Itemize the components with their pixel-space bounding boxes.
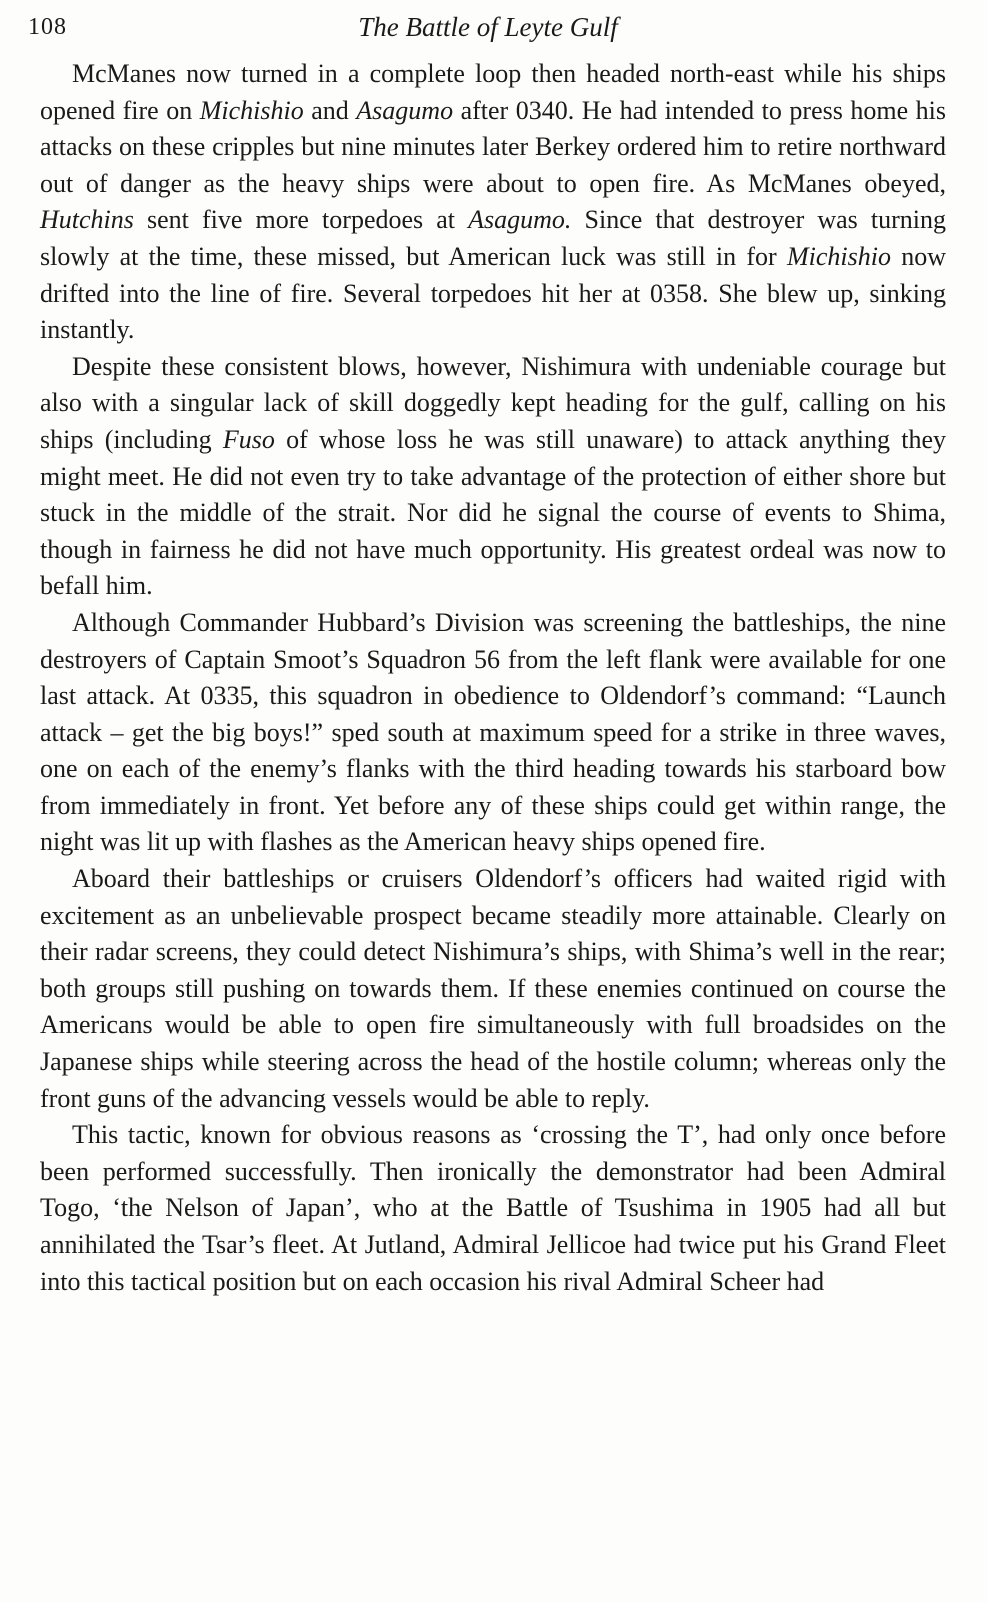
paragraph-2 — [40, 349, 946, 605]
text-run: and — [303, 95, 357, 125]
italic-run: Michishio — [199, 95, 304, 125]
text-run: McManes now turned in a complete loop then headed north-east while his ships opened fire on — [40, 59, 946, 125]
paragraph-4 — [40, 861, 946, 1117]
running-title: The Battle of Leyte Gulf — [358, 12, 618, 42]
italic-run: Michishio — [786, 241, 891, 271]
text-run: Despite these consistent blows, however, Nishimura with undeniable courage but also with a singular lack of skill doggedly kept heading for the gulf, calling on his ships (including — [40, 351, 946, 454]
page-number: 108 — [28, 14, 67, 40]
body-text — [40, 56, 946, 1300]
text-run: after 0340. He had intended to press home his attacks on these cripples but nine minutes later Berkey ordered him to retire northward out of danger as the heavy ships were about to open fire. As McManes obeyed, — [40, 95, 946, 198]
text-run: This tactic, known for obvious reasons as ‘crossing the T’, had only once before been performed successfully. Then ironically the demonstrator had been Admiral Togo, ‘the Nelson of Japan’, who at the Battle of Tsushima in 1905 had all but annihilated the Tsar’s fleet. At Jutland, Admiral Jellicoe had twice put his Grand Fleet into this tactical position but on each occasion his rival Admiral Scheer had — [40, 1120, 946, 1296]
paragraph-3 — [40, 605, 946, 861]
italic-run: Asagumo. — [468, 205, 572, 235]
paragraph-5 — [40, 1117, 946, 1300]
text-run: Although Commander Hubbard’s Division was screening the battleships, the nine destroyers of Captain Smoot’s Squadron 56 from the left flank were available for one last attack. At 0335, this squadron in obedience to Oldendorf’s command: “Launch attack – get the big boys!” sped south at maximum speed for a strike in three waves, one on each of the enemy’s flanks with the third heading towards his starboard bow from immediately in front. Yet before any of these ships could get within range, the night was lit up with flashes as the American heavy ships opened fire. — [40, 607, 946, 857]
italic-run: Fuso — [222, 424, 275, 454]
text-run: Since that destroyer was turning slowly at the time, these missed, but American luck was still in for — [40, 205, 946, 271]
running-head — [28, 10, 948, 44]
paragraph-1 — [40, 56, 946, 349]
text-run: of whose loss he was still unaware) to attack anything they might meet. He did not even try to take advantage of the protection of either shore but stuck in the middle of the strait. Nor did he signal the course of events to Shima, though in fairness he did not have much opportunity. His greatest ordeal was now to befall him. — [40, 424, 946, 601]
text-run: now drifted into the line of fire. Several torpedoes hit her at 0358. She blew up, sinking instantly. — [40, 241, 946, 345]
italic-run: Hutchins — [40, 205, 134, 235]
italic-run: Asagumo — [356, 95, 454, 125]
text-run: Aboard their battleships or cruisers Oldendorf’s officers had waited rigid with excitement as an unbelievable prospect became steadily more attainable. Clearly on their radar screens, they could detect Nishimura’s ships, with Shima’s well in the rear; both groups still pushing on towards them. If these enemies continued on course the Americans would be able to open fire simultaneously with full broadsides on the Japanese ships while steering across the head of the hostile column; whereas only the front guns of the advancing vessels would be able to reply. — [40, 864, 946, 1113]
text-run: sent five more torpedoes at — [133, 205, 469, 235]
